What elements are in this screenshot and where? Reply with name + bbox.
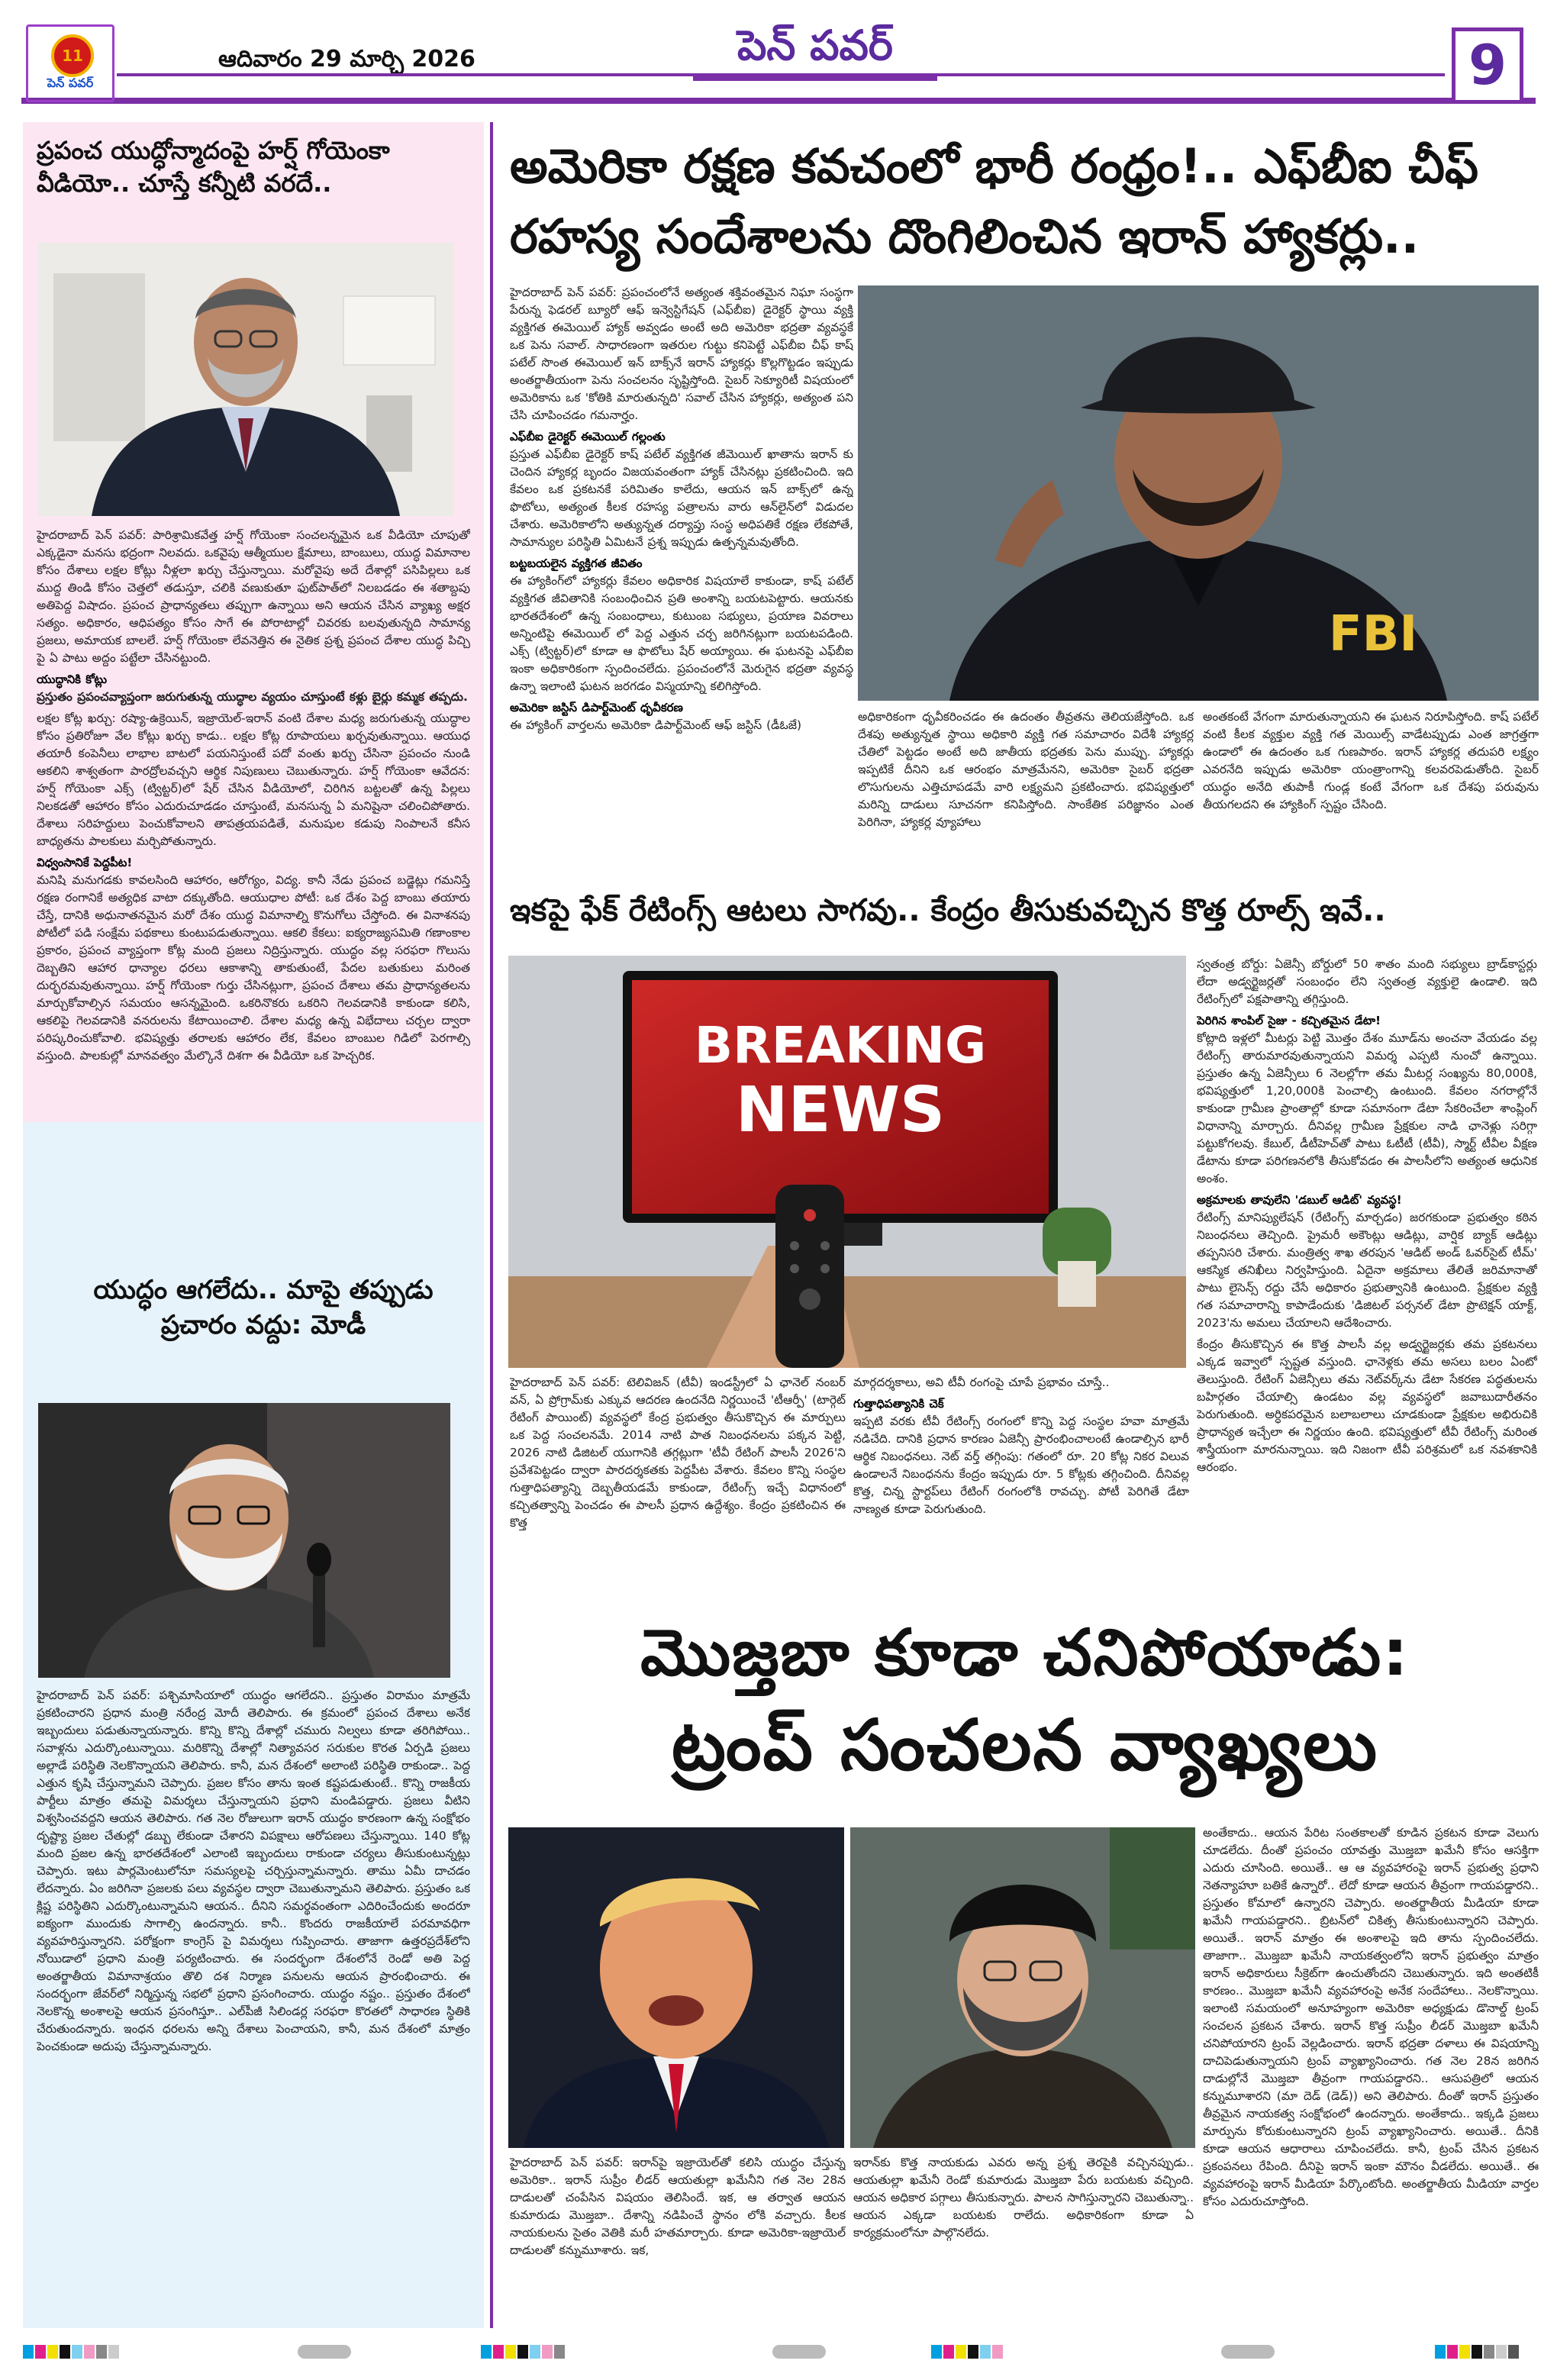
ratings-col-1 — [510, 1374, 846, 1565]
cmyk-mark — [1459, 2345, 1470, 2359]
harsh-para-3: మనిషి మనుగడకు కావలసింది ఆహారం, ఆరోగ్యం, విద్య. కానీ నేడు ప్రపంచ బడ్జెట్లు గమనిస్తే రక్షణ రంగానికే అత్యధిక వాటా దక్కుతోంది. ఆయుధాల పోటీ: ఒక దేశం పెద్ద బాంబు తయారు చేస్తే, దానికి అధునాతనమైన మరో దేశం యుద్ధ విమానాల్ని కొనుగోలు చేస్తోంది. ఈ వినాశనపు పోటీలో పడి సంక్షేమ పథకాలు కుంటుపడుతున్నాయి. ఆకలి కేకలు: ఐక్యరాజ్యసమితి గణాంకాల ప్రకారం, ప్రపంచ వ్యాప్తంగా కోట్ల మంది ప్రజలు నిద్రిస్తున్నారు. యుద్ధం వల్ల సరఫరా గొలుసు దెబ్బతిని ఆహార ధాన్యాల ధరలు ఆకాశాన్ని తాకుతుంటే, పేదల బతుకులు మరింత దుర్భరమవుతున్నాయి. హర్ష్ గోయెంకా గుర్తు చేసినట్లుగా, ప్రపంచ దేశాలు తమ ప్రాధాన్యతలను మార్చుకోవాల్సిన సమయం ఆసన్నమైంది. ఒకరినొకరు ఒకరిని గెలవడానికి కాకుండా కలిసి, ఆకలిపై గెలవడానికి వనరులను కేటాయించాలి. దేశాల మధ్య ఉన్న విభేదాలు చర్చల ద్వారా పరిష్కరించుకోవాలి. భవిష్యత్తు తరాలకు ఆహారం లేక, కేవలం బాంబుల గిడిలో పెరగాల్సి వస్తుంది. పాలకుల్లో మానవత్వం మేల్కొనే దిశగా ఈ వీడియో ఒక హెచ్చరిక. — [37, 873, 470, 1063]
ratings-photo — [508, 956, 1186, 1368]
fbi-subhead-2: బట్టబయలైన వ్యక్తిగత జీవితం — [510, 556, 643, 570]
fbi-subhead-3: అమెరికా జస్టిస్ డిపార్ట్‌మెంట్ ధృవీకరణ — [510, 701, 683, 714]
masthead-title: పెన్ పవర్ — [693, 21, 937, 81]
fbi-col-2 — [858, 708, 1194, 858]
column-divider — [490, 122, 493, 2328]
print-registration-marks — [0, 2345, 1557, 2368]
cmyk-mark — [23, 2345, 34, 2359]
registration-pill — [298, 2345, 351, 2359]
fbi-col3-para: అంతకంటే వేగంగా మారుతున్నాయని ఈ ఘటన నిరూపిస్తోంది. కాష్ పటేల్ వంటి కీలక వ్యక్తుల వ్యక్తి గత మెయిల్స్ వాడేటప్పుడు ఎంత జాగ్రత్తగా ఉండాలో ఈ ఉదంతం ఒక గుణపాఠం. ఇరాన్ హ్యాకర్ల తదుపరి లక్ష్యం ఎవరనేది ఇప్పుడు అమెరికా యంత్రాంగాన్ని కలవరపెడుతోంది. సైబర్ యుద్ధం అనేది తుపాకీ గుండ్ల కంటే వేగంగా ఒక దేశపు పరువును తీయగలదని ఈ హ్యాకింగ్ స్పష్టం చేసింది. — [1203, 710, 1539, 811]
mojtaba-photo — [850, 1827, 1195, 2148]
trump-portrait-icon — [508, 1827, 844, 2148]
trump-col-2 — [853, 2154, 1194, 2330]
page-header — [21, 20, 1536, 104]
cmyk-mark — [481, 2345, 492, 2359]
ratings-col2-para-2: ఇప్పటి వరకు టీవీ రేటింగ్స్ రంగంలో కొన్ని పెద్ద సంస్థల హవా మాత్రమే నడిచేది. దానికి ప్రధాన కారణం ఏజెన్సీ ప్రారంభించాలంటే ఉండాల్సిన భారీ ఆర్థిక నిబంధనలు. నెట్ వర్త్ తగ్గింపు: గతంలో రూ. 20 కోట్ల నికర విలువ ఉండాలనే నిబంధనను కేంద్రం ఇప్పుడు రూ. 5 కోట్లకు తగ్గించింది. దీనివల్ల కొత్త, చిన్న స్టార్టప్‌లు రేటింగ్ రంగంలోకి రావచ్చు. పోటీ పెరిగితే డేటా నాణ్యత కూడా పెరుగుతుంది. — [853, 1414, 1189, 1516]
modi-body — [37, 1687, 470, 2320]
cmyk-mark — [517, 2345, 528, 2359]
cmyk-mark — [72, 2345, 82, 2359]
fbi-col-3 — [1203, 708, 1539, 858]
trump-col2-para: ఇరాన్‌కు కొత్త నాయకుడు ఎవరు అన్న ప్రశ్న తెరపైకి వచ్చినప్పుడు.. ఆయతుల్లా ఖమేనీ రెండో కుమారుడు మొజ్తబా పేరు బయటకు వచ్చింది. ఆయన అధికార పగ్గాలు తీసుకున్నారు. పాలన సాగిస్తున్నారని చెబుతున్నా.. ఆయన ఎక్కడా బయటకు రాలేదు. అధికారికంగా కూడా ఏ కార్యక్రమంలోనూ పాల్గొనలేదు. — [853, 2156, 1194, 2240]
cmyk-mark — [956, 2345, 966, 2359]
harsh-lead-1: ప్రస్తుతం ప్రపంచవ్యాప్తంగా జరుగుతున్న యుద్ధాల వ్యయం చూస్తుంటే కళ్లు బైర్లు కమ్మక తప్పదు. — [37, 690, 468, 704]
cmyk-mark — [1484, 2345, 1494, 2359]
harsh-body — [37, 527, 470, 1114]
ratings-col3-para-3: రేటింగ్స్ మానిప్యులేషన్ (రేటింగ్స్ మార్చడం) జరగకుండా ప్రభుత్వం కఠిన నిబంధనలు తెచ్చింది. ప్రైమరీ అకౌంట్లు ఆడిట్లు, వార్షిక బ్యాక్ ఆడిట్లు తప్పనిసరి చేశారు. మంత్రిత్వ శాఖ తరపున 'ఆడిట్ అండ్ ఓవర్‌సైట్ టీమ్' ఆకస్మిక తనిఖీలు నిర్వహిస్తుంది. ఏదైనా అక్రమాలు తేలితే జరిమానాతో పాటు లైసెన్స్ రద్దు చేసే అధికారం ప్రభుత్వానికి ఉంటుంది. ప్రేక్షకుల వ్యక్తి గత సమాచారాన్ని కాపాడేందుకు 'డిజిటల్ పర్సనల్ డేటా ప్రొటెక్షన్ యాక్ట్, 2023'ను అమలు చేయాలని ఆదేశించారు. — [1197, 1211, 1537, 1330]
cmyk-mark — [943, 2345, 954, 2359]
trump-col1-para: హైదరాబాద్ పెన్ పవర్: ఇరాన్‌పై ఇజ్రాయెల్‌తో కలిసి యుద్ధం చేస్తున్న అమెరికా.. ఇరాన్ సుప్రీం లీడర్ ఆయతుల్లా ఖమేనీని గత నెల 28న దాడులతో చంపేసిన విషయం తెలిసిందే. ఇక, ఆ తర్వాత ఆయన కుమారుడు మొజ్తబా.. దేశాన్ని నడిపించే స్థానం లోకి వచ్చారు. కీలక నాయకులను సైతం వెతికి మరీ హతమార్చారు. కూడా అమెరికా-ఇజ్రాయెల్ దాడులతో కన్నుమూశారు. ఇక, — [510, 2156, 846, 2257]
cmyk-mark — [96, 2345, 107, 2359]
ratings-col3-para-4: కేంద్రం తీసుకొచ్చిన ఈ కొత్త పాలసీ వల్ల అడ్వర్టైజర్లకు తమ ప్రకటనలు ఎక్కడ ఇవ్వాలో స్పష్టత వస్తుంది. ఛానెళ్లకు తమ అసలు బలం ఏంటో తెలుస్తుంది. రేటింగ్ ఏజెన్సీలు తమ నెట్‌వర్క్‌ను డేటా సేకరణ పద్ధతులను బహిర్గతం చేయాల్సి ఉండటం వల్ల వ్యవస్థలో జవాబుదారీతనం పెరుగుతుంది. అర్ధికపరమైన బలాబలాలు చూడకుండా ప్రేక్షకుల అభిరుచికి ప్రాధాన్యత ఇచ్చేలా ఈ నిర్ణయం ఉంది. భవిష్యత్తులో టీవీ రేటింగ్స్ మరింత శాస్త్రీయంగా మారనున్నాయి. ఇది నిజంగా టీవీ పరిశ్రమలో ఒక నవశకానికి ఆరంభం. — [1197, 1337, 1537, 1474]
ratings-headline: ఇకపై ఫేక్ రేటింగ్స్ ఆటలు సాగవు.. కేంద్రం తీసుకువచ్చిన కొత్త రూల్స్ ఇవే.. — [510, 893, 1386, 928]
ratings-subhead-1: గుత్తాధిపత్యానికి చెక్ — [853, 1397, 944, 1411]
harsh-subhead-2: విధ్వంసానికే పెద్దపీట! — [37, 856, 133, 869]
fbi-col-1 — [510, 284, 853, 849]
mojtaba-portrait-icon — [850, 1827, 1195, 2148]
fbi-chief-portrait-icon — [858, 285, 1539, 701]
harsh-subhead-1: యుద్ధానికి కోట్లు — [37, 672, 108, 686]
harsh-photo — [38, 243, 453, 516]
fbi-subhead-1: ఎఫ్‌బీఐ డైరెక్టర్ ఈమెయిల్ గల్లంతు — [510, 430, 666, 443]
cmyk-mark — [108, 2345, 119, 2359]
harsh-para-2: లక్షల కోట్ల ఖర్చు: రష్యా-ఉక్రెయిన్, ఇజ్రాయెల్-ఇరాన్ వంటి దేశాల మధ్య జరుగుతున్న యుద్ధాల కోసం ప్రతిరోజూ వేల కోట్లు ఖర్చు కాడు.. లక్షల కోట్ల రూపాయలు ఖర్చవుతున్నాయి. ఆయుధ తయారీ కంపెనీలు లాభాల బాటలో పయనిస్తుంటే పదో వంతు ఖర్చు చేసినా ప్రపంచం నుండి ఆకలిని శాశ్వతంగా పారద్రోలవచ్చని ఆర్థిక నిపుణులు చెబుతున్నారు. హర్ష్ గోయెంకా ఆవేదన: హర్ష్ గోయెంకా ఎక్స్ (ట్విట్టర్)లో షేర్ చేసిన వీడియోలో, చిరిగిన బట్టలతో ఉన్న పిల్లలు నిలకడతో ఆహారం కోసం ఎదురుచూడడం చూస్తుంటే, మనసున్న ఏ మనిషైనా చలించిపోతారు. దేశాలు సరిహద్దులు పెంచుకోవాలని తాపత్రయపడితే, మనుషుల కడుపు నింపాలనే కనీస బాధ్యతను పాలకులు మర్చిపోతున్నారు. — [37, 711, 470, 848]
cmyk-mark — [542, 2345, 553, 2359]
ratings-col-3 — [1197, 956, 1537, 1566]
harsh-headline: ప్రపంచ యుద్ధోన్మాదంపై హర్ష్ గోయెంకా వీడియో.. చూస్తే కన్నీటి వరదే.. — [37, 136, 390, 198]
tv-remote-icon — [508, 956, 1186, 1368]
cmyk-mark — [1472, 2345, 1482, 2359]
cmyk-mark — [84, 2345, 95, 2359]
cmyk-mark — [35, 2345, 46, 2359]
trump-headline-line-1: మొజ్తబా కూడా చనిపోయాడు: — [640, 1615, 1410, 1690]
fbi-photo — [858, 285, 1539, 701]
cmyk-mark — [931, 2345, 942, 2359]
cmyk-mark — [493, 2345, 504, 2359]
modi-headline: యుద్ధం ఆగలేదు.. మాపై తప్పుడు ప్రచారం వద్దు: మోడీ — [93, 1275, 434, 1340]
brand-logo — [26, 24, 114, 102]
ratings-col-2 — [853, 1374, 1189, 1565]
fbi-col1-para-2: ప్రస్తుత ఎఫ్‌బీఐ డైరెక్టర్ కాష్ పటేల్ వ్యక్తిగత జీమెయిల్ ఖాతాను ఇరాన్ కు చెందిన హ్యాకర్ల బృందం విజయవంతంగా హ్యాక్ చేసినట్లు ప్రకటించింది. ఇది కేవలం ఒక ప్రకటనకే పరిమితం కాలేదు, ఆయన ఇన్ బాక్స్‌లో ఉన్న ఫొటోలు, అత్యంత కీలక రహస్య పత్రాలను వారు ఆన్‌లైన్‌లో విడుదల చేశారు. అమెరికాలోని అత్యున్నత దర్యాప్తు సంస్థ అధిపతికే రక్షణ లేకపోతే, సామాన్యుల పరిస్థితి ఏమిటనే ప్రశ్న ఇప్పుడు ఉత్పన్నమవుతోంది. — [510, 447, 853, 549]
ratings-col1-para: హైదరాబాద్ పెన్ పవర్: టెలివిజన్ (టీవీ) ఇండస్ట్రీలో ఏ ఛానెల్ నంబర్ వన్, ఏ ప్రోగ్రామ్‌కు ఎక్కువ ఆదరణ ఉందనేది నిర్ణయించే 'టీఆర్పీ' (టార్గెట్ రేటింగ్ పాయింట్) వ్యవస్థలో కేంద్ర ప్రభుత్వం తీసుకొచ్చిన ఈ మార్పులు ఒక పెద్ద సంచలనమే. 2014 నాటి పాత నిబంధనలను పక్కన పెట్టి, 2026 నాటి డిజిటల్ యుగానికి తగ్గట్లుగా 'టీవీ రేటింగ్ పాలసీ 2026'ని ప్రవేశపెట్టడం ద్వారా పారదర్శకతకు పెద్దపీట వేశారు. కేవలం కొన్ని సంస్థల గుత్తాధిపత్యాన్ని దెబ్బతీయడమే కాకుండా, రేటింగ్స్ ఇచ్చే విధానంలో కచ్చితత్వాన్ని పెంచడం ఈ పాలసీ ప్రధాన ఉద్దేశ్యం. కేంద్రం ప్రకటించిన ఈ కొత్త — [510, 1375, 846, 1530]
cmyk-mark — [992, 2345, 1003, 2359]
brand-sub-label: పెన్ పవర్ — [47, 76, 94, 90]
screen-line-2: NEWS — [735, 1074, 946, 1146]
ratings-col3-para-2: కోట్లాది ఇళ్లలో మీటర్లు పెట్టి మొత్తం దేశం మూడ్‌ను అంచనా వేయడం వల్ల రేటింగ్స్ తారుమారవుతున్నాయని విమర్శ ఎప్పటి నుంచో ఉన్నాయి. ప్రస్తుతం ఉన్న ఏజెన్సీలు 6 నెలల్లోగా తమ మీటర్ల సంఖ్యను 80,000కి, భవిష్యత్తులో 1,20,000కి పెంచాల్సి ఉంటుంది. కేవలం నగరాల్లోనే కాకుండా గ్రామీణ ప్రాంతాల్లో కూడా సమానంగా డేటా సేకరించేలా శాంప్లింగ్ విధానాన్ని మార్చారు. దీనివల్ల గ్రామీణ ప్రేక్షకుల నాడి ఛానెళ్లు సరిగ్గా పట్టుకోగలవు. కేబుల్, డీటీహెచ్‌తో పాటు ఓటీటీ (టీవీ), స్మార్ట్ టీవీల వీక్షణ డేటాను కూడా పరిగణనలోకి తీసుకోవడం ఈ పాలసీలోని అత్యంత ఆధునిక అంశం. — [1197, 1031, 1537, 1185]
trump-col-1 — [510, 2154, 846, 2330]
cmyk-mark — [47, 2345, 58, 2359]
modi-para-1: హైదరాబాద్ పెన్ పవర్: పశ్చిమాసియాలో యుద్ధం ఆగలేదని.. ప్రస్తుతం విరామం మాత్రమే ప్రకటించారని ప్రధాన మంత్రి నరేంద్ర మోదీ తెలిపారు. ఈ క్రమంలో ప్రపంచ దేశాలు అనేక ఇబ్బందులు పడుతున్నాయన్నారు. కొన్ని కొన్ని దేశాల్లో చమురు నిల్వలు కూడా తరిగిపోయి.. సవాళ్లను ఎదుర్కొంటున్నాయి. మరికొన్ని దేశాల్లో నిత్యావసర సరుకుల కొరత ఏర్పడి ప్రజలు అల్లాడే పరిస్థితి నెలకొన్నాయని తెలిపారు. కానీ, మన దేశంలో అలాంటి పరిస్థితి రాకుండా.. పెద్ద ఎత్తున కృషి చేస్తున్నామని చెప్పారు. ప్రజల కోసం తాను ఇంత కష్టపడుతుంటే.. కొన్ని రాజకీయ పార్టీలు మాత్రం తమపై విమర్శలు చేస్తున్నాయని ప్రధాని మండిపడ్డారు. ప్రజలు వీటిని విశ్వసించవద్దని ఆయన తెలిపారు. గత నెల రోజులుగా ఇరాన్ యుద్ధం కారణంగా ఉన్న సంక్షోభం దృష్ట్యా ప్రజల చేతుల్లో డబ్బు లేకుండా చేశారని విపక్షాలు ఆరోపణలు చేస్తున్నాయి. 140 కోట్ల మంది ప్రజల ఉన్న భారతదేశంలో ఎలాంటి ఇబ్బందులు రాకుండా చర్యలు తీసుకుంటున్నట్లు చెప్పారు. ఇటు పార్లమెంటులోనూ సమస్యలపై చర్చిస్తున్నామన్నారు. తాము ఏమీ దాచడం లేదన్నారు. ఏం జరిగినా ప్రజలకు పలు వ్యవస్థల ద్వారా చెబుతున్నామని తెలిపారు. ప్రస్తుతం ఒక క్లిష్ట పరిస్థితిని ఎదుర్కొంటున్నామని ఆయన.. దీనిని సమర్థవంతంగా ఎదిరించేందుకు అందరూ ఐక్యంగా ముందుకు సాగాల్సి ఉందన్నారు. కానీ.. కొందరు రాజకీయాలే పరమావధిగా వ్యవహరిస్తున్నారని. పరోక్షంగా కాంగ్రెస్ పై విమర్శలు గుప్పించారు. తాజాగా ఉత్తరప్రదేశ్‌లోని నోయిడాలో ప్రధాని మంత్రి పర్యటించారు. ఈ సందర్భంగా దేశంలోనే రెండో అతి పెద్ద అంతర్జాతీయ విమానాశ్రయం తొలి దశ నిర్మాణ పనులను ఆయన ప్రారంభించారు. ఈ సందర్భంగా జేవర్‌లో నిర్మిస్తున్న సభలో ప్రధాని ప్రసంగించారు. యుద్ధం నష్టం.. ప్రస్తుతం దేశంలో నెలకొన్న అంశాలపై ఆయన ప్రసంగిస్తూ.. ఎల్‌పీజీ సిలిండర్ల సరఫరా కొరతలో సాధారణ స్థితికి చేరుతుందన్నారు. ఇంధన ధరలను అన్ని దేశాలు పెంచాయని, కానీ, మన దేశంలో మాత్రం పెంచకుండా అదుపు చేస్తున్నామన్నారు. — [37, 1688, 470, 2053]
trump-headline-line-2: ట్రంప్ సంచలన వ్యాఖ్యలు — [671, 1704, 1379, 1786]
logo-badge-icon: 11 — [51, 34, 94, 77]
fbi-col1-para-3: ఈ హ్యాకింగ్‌లో హ్యాకర్లు కేవలం అధికారిక విషయాలే కాకుండా, కాష్ పటేల్ వ్యక్తిగత జీవితానికి సంబంధించిన ప్రతి అంశాన్ని బయటపెట్టారు. ఆయనకు భారతదేశంలో ఉన్న సంబంధాలు, కుటుంబ సభ్యులు, ప్రయాణ వివరాలు అన్నింటిపై ఈమెయిల్ లో పెద్ద ఎత్తున చర్చ జరిగినట్లుగా బయటపడింది. ఎక్స్ (ట్విట్టర్)లో కూడా ఆ ఫొటోలు షేర్ అయ్యాయి. ఈ ఘటనపై ఎఫ్‌బీఐ ఇంకా అధికారికంగా స్పందించలేదు. ప్రపంచంలోనే మెరుగైన భద్రతా వ్యవస్థ ఉన్నా ఇలాంటి ఘటన జరగడం విస్మయాన్ని కలిగిస్తోంది. — [510, 574, 853, 693]
trump-col3-para: అంతేకాదు.. ఆయన పేరిట సంతకాలతో కూడిన ప్రకటన కూడా వెలుగు చూడలేదు. దీంతో ప్రపంచం యావత్తు మొజ్తబా ఖమేనీ కోసం ఆసక్తిగా ఎదురు చూసింది. అయితే.. ఆ ఆ వ్యవహారంపై ఇరాన్ ప్రభుత్వ ప్రధాని నెతన్యాహూ బతికే ఉన్నారో.. లేదో కూడా ఆయన తీవ్రంగా గాయపడ్డారని.. ప్రస్తుతం కోమాలో ఉన్నారని చెప్పారు. అంతర్జాతీయ మీడియా కూడా ఖమేనీ గాయపడ్డారని.. బ్రిటన్‌లో చికిత్స తీసుకుంటున్నారని చెప్పారు. అయితే.. ఇరాన్ మాత్రం ఈ అంశాలపై ఇది తాను స్పందించలేదు. తాజాగా.. మొజ్తబా ఖమేనీ నాయకత్వంలోని ఇరాన్ ప్రభుత్వం మాత్రం ఇరాన్ అధికారులు సీక్రెట్‌గా ఉంచుతోందని చెబుతున్నారు. ఇది అంతటికీ కారణం.. మొజ్తబా ఖమేనీ వ్యవహారంపై అనేక సందేహాలు.. నెలకొన్నాయి. ఇలాంటి సమయంలో అనూహ్యంగా అమెరికా అధ్యక్షుడు డొనాల్డ్ ట్రంప్ సంచలన ప్రకటన చేశారు. ఇరాన్ కొత్త సుప్రీం లీడర్ మొజ్తబా ఖమేనీ చనిపోయారని ట్రంప్ వెల్లడించారు. ఇరాన్ భద్రతా దళాలు ఈ విషయాన్ని దాచిపెడుతున్నాయని ట్రంప్ వ్యాఖ్యానించారు. గత నెల 28న జరిగిన దాడుల్లోనే మొజ్తబా తీవ్రంగా గాయపడ్డారని.. ఆసుపత్రిలో ఆయన కన్నుమూశారని (మా దెడ్ (డెడ్)) అని తెలిపారు. దీంతో ఇరాన్ ప్రస్తుతం తీవ్రమైన నాయకత్వ సంక్షోభంలో ఉందన్నారు. అంతేకాదు.. ఇక్కడి ప్రజలు మార్పును కోరుకుంటున్నారని ట్రంప్ వ్యాఖ్యానించారు. అయితే.. దీనికి కూడా ఆయన ఆధారాలు చూపించలేదు. కానీ, ట్రంప్ చేసిన ప్రకటన ప్రకంపనలు రేపింది. దీనిపై ఇరాన్ ఇంకా మౌనం వీడలేదు. అయితే.. ఈ వ్యవహారంపై ఇరాన్ మీడియా పేర్కొంటోంది. అంతర్జాతీయ మీడియా వార్తల కోసం ఎదురుచూస్తోంది. — [1203, 1826, 1539, 2208]
cmyk-mark — [554, 2345, 565, 2359]
ratings-subhead-3: అక్రమాలకు తావులేని 'డబుల్ ఆడిట్' వ్యవస్థ! — [1197, 1193, 1402, 1207]
cmyk-mark — [530, 2345, 540, 2359]
cmyk-mark — [1435, 2345, 1446, 2359]
cmyk-mark — [980, 2345, 991, 2359]
cmyk-mark — [1508, 2345, 1519, 2359]
issue-date: ఆదివారం 29 మార్చి 2026 — [218, 46, 475, 73]
trump-photo — [508, 1827, 844, 2148]
harsh-portrait-icon — [38, 243, 453, 516]
trump-col-3 — [1203, 1824, 1539, 2328]
fbi-col1-para-1: హైదరాబాద్ పెన్ పవర్: ప్రపంచంలోనే అత్యంత శక్తివంతమైన నిఘా సంస్థగా పేరున్న ఫెడరల్ బ్యూరో ఆఫ్ ఇన్వెస్టిగేషన్ (ఎఫ్‌బీఐ) డైరెక్టర్ స్థాయి వ్యక్తి వ్యక్తిగత ఈమెయిల్ హ్యాక్ అవ్వడం అంటే అది అమెరికా భద్రతా వ్యవస్థకే ఒక పెను సవాల్. సాధారణంగా ఇతరుల గుట్టు కనిపెట్టే ఎఫ్‌బీఐ చీఫ్ కాష్ పటేల్ సొంత ఈమెయిల్ ఇన్ బాక్స్‌నే ఇరాన్ హ్యాకర్లు కొల్లగొట్టడం ఇప్పుడు అంతర్జాతీయంగా పెను సంచలనం సృష్టిస్తోంది. సైబర్ సెక్యూరిటీ విషయంలో అమెరికాను ఒక 'కోతికి మారుతున్నది' సవాల్ చేసిన హ్యాకర్లు, అత్యంత పని చేసి చూపించడం గమనార్హం. — [510, 285, 853, 422]
cmyk-mark — [505, 2345, 516, 2359]
fbi-headline: అమెరికా రక్షణ కవచంలో భారీ రంధ్రం!.. ఎఫ్‌బీఐ చీఫ్ రహస్య సందేశాలను దొంగిలించిన ఇరాన్ హ్యాకర్లు.. — [510, 138, 1478, 264]
page-number: 9 — [1452, 27, 1523, 104]
ratings-col3-para-1: స్వతంత్ర బోర్డు: ఏజెన్సీ బోర్డులో 50 శాతం మంది సభ్యులు బ్రాడ్‌కాస్టర్లు లేదా అడ్వర్టైజర్లతో సంబంధం లేని స్వతంత్ర వ్యక్తులై ఉండాలి. ఇది రేటింగ్స్‌లో పక్షపాతాన్ని తగ్గిస్తుంది. — [1197, 957, 1537, 1006]
registration-pill — [772, 2345, 826, 2359]
fbi-col2-para: అధికారికంగా ధృవీకరించడం ఈ ఉదంతం తీవ్రతను తెలియజేస్తోంది. ఒక దేశపు అత్యున్నత స్థాయి అధికారి వ్యక్తి గత సమాచారం విదేశీ హ్యాకర్ల చేతిలో పెట్టడం అంటే అది జాతీయ భద్రతకు పెను ముప్పు. హ్యాకర్లు ఇప్పటికే దీనిని ఒక ఆరంభం మాత్రమేనని, అమెరికా సైబర్ భద్రతా లొసుగులను ఎత్తిచూపడమే వారి లక్ష్యమని ప్రకటించారు. భవిష్యత్తులో మరిన్ని దాడులు సూచనగా కనిపిస్తోంది. సాంకేతిక పరిజ్ఞానం ఎంత పెరిగినా, హ్యాకర్ల వ్యూహాలు — [858, 710, 1194, 829]
fbi-col1-para-4: ఈ హ్యాకింగ్ వార్తలను అమెరికా డిపార్ట్‌మెంట్ ఆఫ్ జస్టిస్ (డీఓజే) — [510, 718, 801, 732]
modi-photo — [38, 1403, 450, 1678]
cmyk-mark — [1496, 2345, 1507, 2359]
registration-pill — [1221, 2345, 1275, 2359]
ratings-col2-para-1: మార్గదర్శకాలు, అవి టీవీ రంగంపై చూపే ప్రభావం చూస్తే.. — [853, 1375, 1110, 1389]
ratings-subhead-2: పెరిగిన శాంపిల్ సైజు - కచ్చితమైన డేటా! — [1197, 1014, 1381, 1027]
harsh-para-1: హైదరాబాద్ పెన్ పవర్: పారిశ్రామికవేత్త హర్ష్ గోయెంకా సంచలన్నమైన ఒక వీడియో చూపుతో ఎక్కడైనా మనసు భద్రంగా నిలవదు. ఒకవైపు ఆత్మీయుల క్షేమాలు, బాంబులు, యుద్ధ విమానాల కోసం దేశాలు లక్షల కోట్లు నీళ్లలా ఖర్చు చేస్తున్నాయి. మరోవైపు అదే దేశాల్లో పసిపిల్లలు ఒక ముద్ద తిండి కోసం చెత్తలో తడుస్తూ, చలికి వణుకుతూ ఫుట్‌పాత్‌లో నిలబడడం ఈ శతాబ్దపు అతిపెద్ద విషాదం. ప్రపంచ ప్రాధాన్యతలు తప్పుగా ఉన్నాయి అని ఆయన చేసిన వ్యాఖ్య అక్షర సత్యం. అధికారం, ఆధిపత్యం కోసం సాగే ఈ పోరాటాల్లో చివరకు బలవుతున్నది సామాన్య ప్రజలు, అమాయక బాలలే. హర్ష్ గోయెంకా లేవనెత్తిన ఈ నైతిక ప్రశ్న ప్రపంచ దేశాల యుద్ధ పిచ్చి పై ఏ పాటు అద్దం పట్టేలా చేసినట్టుంది. — [37, 528, 470, 665]
cmyk-mark — [1447, 2345, 1458, 2359]
cmyk-mark — [968, 2345, 978, 2359]
screen-line-1: BREAKING — [694, 1016, 987, 1075]
modi-portrait-icon — [38, 1403, 450, 1678]
cmyk-mark — [60, 2345, 70, 2359]
fbi-badge-text: FBI — [1328, 606, 1418, 663]
